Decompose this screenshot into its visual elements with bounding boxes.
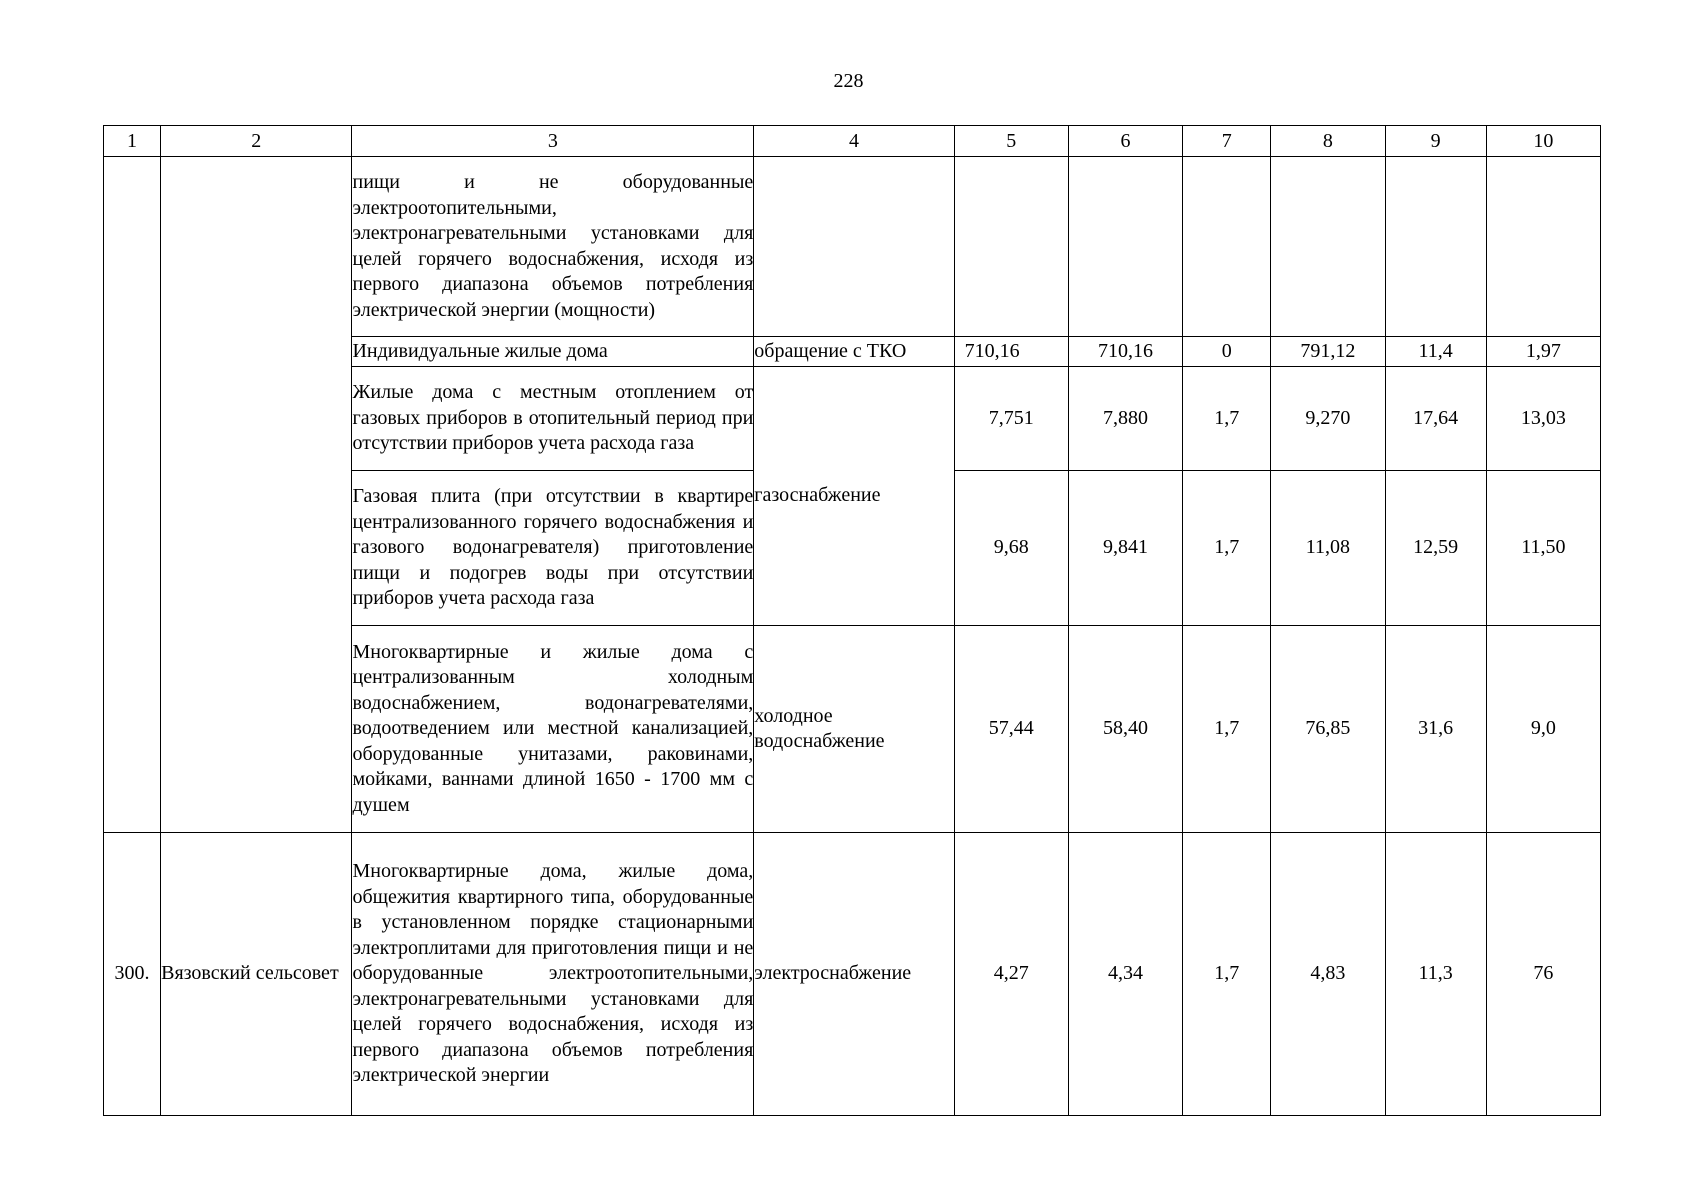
row-number-cell: 300. <box>104 833 161 1116</box>
value-cell: 58,40 <box>1068 626 1182 833</box>
header-cell: 6 <box>1068 126 1182 157</box>
description-cell: Многоквартирные дома, жилые дома, общежития квартирного типа, оборудованные в установленном порядке стационарными электроплитами для приготовления пищи и не оборудованные электроотопительными, электронагревательными установками для целей горячего водоснабжения, исходя из первого диапазона объемов потребления электрической энергии <box>352 833 754 1116</box>
header-cell: 10 <box>1486 126 1600 157</box>
service-cell <box>754 157 954 337</box>
value-cell: 0 <box>1183 337 1271 367</box>
value-cell <box>1271 157 1385 337</box>
value-cell <box>1385 157 1486 337</box>
value-cell: 11,08 <box>1271 471 1385 626</box>
value-cell: 1,7 <box>1183 626 1271 833</box>
header-row <box>104 126 1601 157</box>
value-cell <box>1183 157 1271 337</box>
service-cell: газоснабжение <box>754 367 954 626</box>
page-number: 228 <box>833 70 864 92</box>
value-cell: 76 <box>1486 833 1600 1116</box>
value-cell: 7,751 <box>954 367 1068 471</box>
header-cell: 5 <box>954 126 1068 157</box>
value-cell: 4,27 <box>954 833 1068 1116</box>
service-cell: электроснабжение <box>754 833 954 1116</box>
value-cell: 791,12 <box>1271 337 1385 367</box>
value-cell: 7,880 <box>1068 367 1182 471</box>
header-cell: 1 <box>104 126 161 157</box>
value-cell: 4,34 <box>1068 833 1182 1116</box>
tariff-table <box>103 125 1601 1116</box>
value-cell: 11,50 <box>1486 471 1600 626</box>
header-cell: 7 <box>1183 126 1271 157</box>
description-cell: Индивидуальные жилые дома <box>352 337 754 367</box>
value-cell <box>954 157 1068 337</box>
description-cell: Жилые дома с местным отоплением от газовых приборов в отопительный период при отсутствии приборов учета расхода газа <box>352 367 754 471</box>
table-row <box>104 833 1601 1116</box>
header-cell: 2 <box>161 126 352 157</box>
value-cell: 4,83 <box>1271 833 1385 1116</box>
value-cell <box>1486 157 1600 337</box>
value-cell: 710,16 <box>954 337 1068 367</box>
value-cell <box>1068 157 1182 337</box>
description-cell: Газовая плита (при отсутствии в квартире централизованного горячего водоснабжения и газового водонагревателя) приготовление пищи и подогрев воды при отсутствии приборов учета расхода газа <box>352 471 754 626</box>
value-cell: 76,85 <box>1271 626 1385 833</box>
settlement-cell: Вязовский сельсовет <box>161 833 352 1116</box>
value-cell: 13,03 <box>1486 367 1600 471</box>
value-cell: 710,16 <box>1068 337 1182 367</box>
row-number-cell <box>104 157 161 833</box>
service-cell: обращение с ТКО <box>754 337 954 367</box>
value-cell: 1,7 <box>1183 471 1271 626</box>
value-cell: 1,7 <box>1183 833 1271 1116</box>
value-cell: 9,270 <box>1271 367 1385 471</box>
header-cell: 8 <box>1271 126 1385 157</box>
value-cell: 17,64 <box>1385 367 1486 471</box>
value-cell: 57,44 <box>954 626 1068 833</box>
value-cell: 9,0 <box>1486 626 1600 833</box>
value-cell: 9,841 <box>1068 471 1182 626</box>
value-cell: 31,6 <box>1385 626 1486 833</box>
value-cell: 12,59 <box>1385 471 1486 626</box>
description-cell: Многоквартирные и жилые дома с централизованным холодным водоснабжением, водонагревателями, водоотведением или местной канализацией, оборудованные унитазами, раковинами, мойками, ваннами длиной 1650 - 1700 мм с душем <box>352 626 754 833</box>
settlement-cell <box>161 157 352 833</box>
table-row <box>104 157 1601 337</box>
header-cell: 3 <box>352 126 754 157</box>
value-cell: 9,68 <box>954 471 1068 626</box>
value-cell: 11,3 <box>1385 833 1486 1116</box>
value-cell: 11,4 <box>1385 337 1486 367</box>
description-cell: пищи и не оборудованные электроотопительными, электронагревательными установками для целей горячего водоснабжения, исходя из первого диапазона объемов потребления электрической энергии (мощности) <box>352 157 754 337</box>
value-cell: 1,97 <box>1486 337 1600 367</box>
value-cell: 1,7 <box>1183 367 1271 471</box>
header-cell: 4 <box>754 126 954 157</box>
header-cell: 9 <box>1385 126 1486 157</box>
service-cell: холодное водоснабжение <box>754 626 954 833</box>
